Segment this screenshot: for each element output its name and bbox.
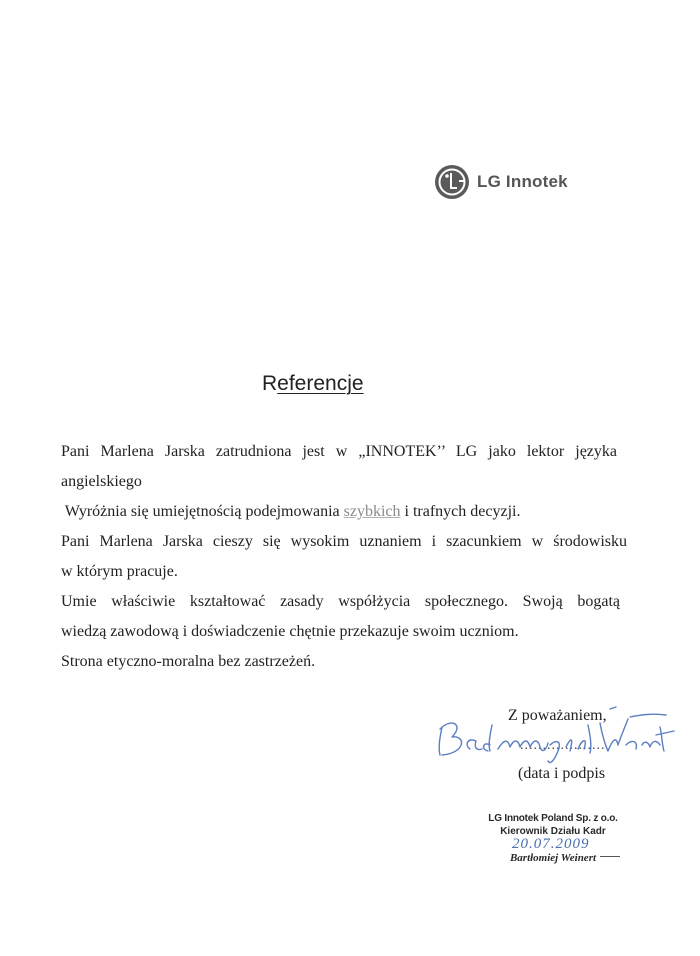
- stamp-company: LG Innotek Poland Sp. z o.o.: [488, 813, 618, 824]
- closing-text: Z poważaniem,: [508, 707, 607, 724]
- handwritten-date: 20.07.2009: [512, 836, 590, 852]
- title-first-letter: R: [262, 372, 278, 395]
- lg-logo-icon: [434, 164, 470, 200]
- paragraph-4-line-1: Umie właściwie kształtować zasady współżycia społecznego. Swoją bogatą: [61, 593, 620, 610]
- paragraph-2: [61, 502, 520, 522]
- signature-caption: (data i podpis: [518, 765, 606, 782]
- paragraph-1-line-1: Pani Marlena Jarska zatrudniona jest w „INNOTEK’’ LG jako lektor języka: [61, 443, 617, 460]
- stamp-underline: [600, 856, 620, 857]
- paragraph-3-line-2: w którym pracuje.: [61, 563, 178, 580]
- paragraph-2-after: i trafnych decyzji.: [400, 503, 521, 520]
- paragraph-2-before: Wyróżnia się umiejętnością podejmowania: [61, 503, 344, 520]
- logo-text: LG Innotek: [477, 172, 568, 191]
- paragraph-5: Strona etyczno-moralna bez zastrzeżeń.: [61, 653, 316, 670]
- title-rest: eferencje: [277, 372, 364, 395]
- paragraph-4-line-2: wiedzą zawodową i doświadczenie chętnie przekazuje swoim uczniom.: [61, 623, 519, 640]
- paragraph-1-line-2: angielskiego: [61, 473, 142, 490]
- paragraph-3-line-1: Pani Marlena Jarska cieszy się wysokim uznaniem i szacunkiem w środowisku: [61, 533, 627, 550]
- stamp-name: Bartłomiej Weinert: [509, 852, 597, 864]
- signature-dots: ...................: [520, 738, 606, 753]
- paragraph-2-highlight: szybkich: [343, 503, 401, 520]
- letter-title: [262, 372, 364, 396]
- company-logo: [434, 164, 568, 200]
- stamp-role: Kierownik Działu Kadr: [500, 826, 606, 837]
